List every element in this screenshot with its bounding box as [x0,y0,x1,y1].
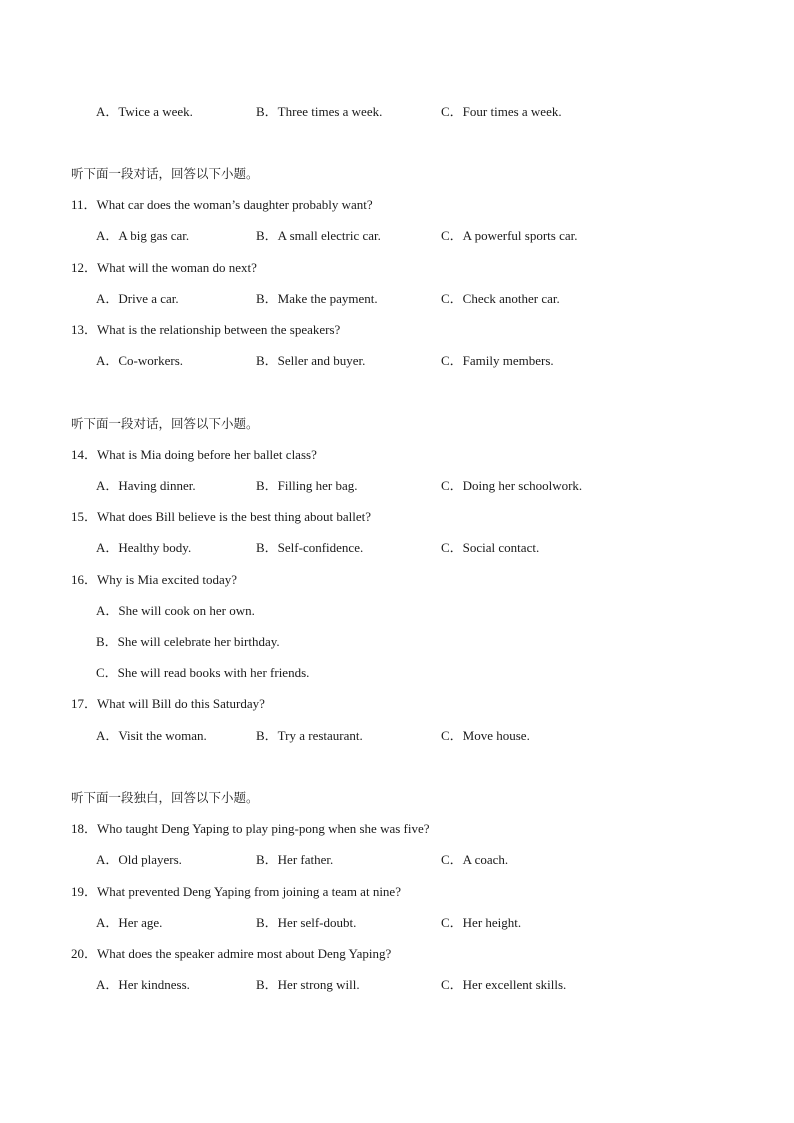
q15-option-b: B．Self-confidence. [256,540,364,555]
section-heading: 听下面一段对话，回答以下小题。 [71,166,259,181]
question-19-stem: 19．What prevented Deng Yaping from joining a team at nine? [71,884,401,899]
q20-option-a: A．Her kindness. [96,977,190,992]
question-20-stem: 20．What does the speaker admire most about Deng Yaping? [71,946,392,961]
q11-option-a: A．A big gas car. [96,228,190,243]
q20-option-b: B．Her strong will. [256,977,360,992]
q11-option-c: C．A powerful sports car. [441,228,578,243]
q13-option-b: B．Seller and buyer. [256,353,366,368]
q16-option-b: B．She will celebrate her birthday. [96,634,280,649]
q11-option-b: B．A small electric car. [256,228,381,243]
q19-option-c: C．Her height. [441,915,522,930]
q18-option-a: A．Old players. [96,852,182,867]
section-heading: 听下面一段独白，回答以下小题。 [71,790,259,805]
q20-option-c: C．Her excellent skills. [441,977,567,992]
q14-option-a: A．Having dinner. [96,478,196,493]
q13-option-c: C．Family members. [441,353,554,368]
q15-option-c: C．Social contact. [441,540,540,555]
q12-option-a: A．Drive a car. [96,291,179,306]
q18-option-b: B．Her father. [256,852,334,867]
question-17-stem: 17．What will Bill do this Saturday? [71,696,265,711]
q14-option-b: B．Filling her bag. [256,478,358,493]
question-15-stem: 15．What does Bill believe is the best thing about ballet? [71,509,372,524]
q18-option-c: C．A coach. [441,852,509,867]
question-18-stem: 18．Who taught Deng Yaping to play ping-pong when she was five? [71,821,430,836]
q17-option-b: B．Try a restaurant. [256,728,363,743]
question-11-stem: 11．What car does the woman’s daughter probably want? [71,197,373,212]
q12-option-b: B．Make the payment. [256,291,378,306]
option-c: C．Four times a week. [441,104,562,119]
option-b: B．Three times a week. [256,104,383,119]
option-a: A．Twice a week. [96,104,193,119]
section-heading: 听下面一段对话，回答以下小题。 [71,416,259,431]
q19-option-a: A．Her age. [96,915,163,930]
question-14-stem: 14．What is Mia doing before her ballet class? [71,447,317,462]
question-12-stem: 12．What will the woman do next? [71,260,257,275]
q13-option-a: A．Co-workers. [96,353,184,368]
q14-option-c: C．Doing her schoolwork. [441,478,583,493]
q15-option-a: A．Healthy body. [96,540,192,555]
q19-option-b: B．Her self-doubt. [256,915,357,930]
q17-option-c: C．Move house. [441,728,530,743]
q17-option-a: A．Visit the woman. [96,728,207,743]
q16-option-c: C．She will read books with her friends. [96,665,310,680]
question-13-stem: 13．What is the relationship between the speakers? [71,322,341,337]
q12-option-c: C．Check another car. [441,291,560,306]
question-16-stem: 16．Why is Mia excited today? [71,572,238,587]
q16-option-a: A．She will cook on her own. [96,603,255,618]
